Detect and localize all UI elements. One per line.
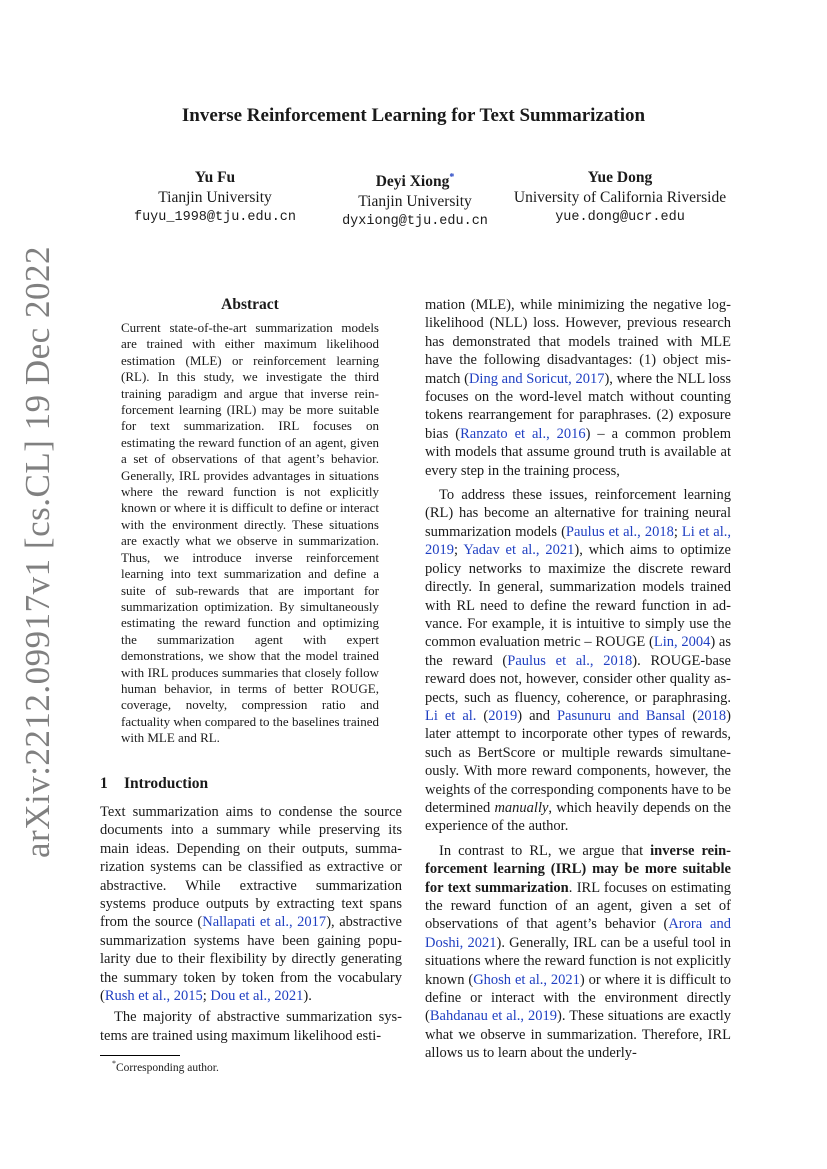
- paragraph: Text summarization aims to condense the source documents into a summary while preserving its main ideas. Depending on their outputs, summarization systems can be classified as extractive or abstractive. While extractive summarization systems produce outputs by extracting text spans from the source (Nallapati et al., 2017), abstractive summarization systems have been gaining popularity due to their flexibility by directly generating the summary token by token from the vocabulary (Rush et al., 2015; Dou et al., 2021).: [100, 804, 402, 1005]
- citation-link[interactable]: Rush et al., 2015: [104, 988, 203, 1005]
- citation-link[interactable]: Nallapati et al., 2017: [202, 914, 327, 931]
- footnote-rule: [100, 1055, 180, 1056]
- left-column-body: [100, 803, 402, 1045]
- citation-link[interactable]: 2019: [488, 707, 518, 724]
- abstract-heading: Abstract: [221, 296, 279, 313]
- section-title: Introduction: [124, 775, 209, 792]
- section-heading: [100, 775, 208, 793]
- author-email: fuyu_1998@tju.edu.cn: [133, 210, 297, 225]
- citation-link[interactable]: Bahdanau et al., 2019: [429, 1008, 558, 1025]
- author-name: Yue Dong: [587, 169, 653, 186]
- arxiv-identifier-stamp: arXiv:2212.09917v1 [cs.CL] 19 Dec 2022: [18, 246, 57, 858]
- citation-link[interactable]: Li et al., 2019: [425, 523, 731, 559]
- author-email: dyxiong@tju.edu.cn: [342, 214, 488, 230]
- paragraph: To address these issues, reinforcement learning (RL) has become an alternative for training neural summarization models (Paulus et al., 2018; Li et al., 2019; Yadav et al., 2021), which aims to optimize policy networks to maximize the discrete reward directly. In general, summarization models trained with RL need to define the reward function in advance. For example, it is intuitive to simply use the common evaluation metric – ROUGE (Lin, 2004) as the reward (Paulus et al., 2018). ROUGE-base reward does not, however, consider other quality aspects, such as fluency, coherence, or paraphrasing. Li et al. (2019) and Pasunuru and Bansal (2018) later attempt to incorporate other types of rewards, such as BertScore or multiple rewards simultaneously. With more reward components, however, the weights of the corresponding components have to be determined manually, which heavily depends on the experience of the author.: [425, 487, 731, 835]
- author-name: Deyi Xiong*: [375, 172, 455, 191]
- author-block: [110, 168, 320, 228]
- citation-link[interactable]: Yadav et al., 2021: [463, 542, 575, 559]
- footnote: [112, 1059, 219, 1074]
- citation-link[interactable]: Arora and Doshi, 2021: [425, 916, 731, 951]
- author-email: yue.dong@ucr.edu: [555, 210, 685, 225]
- footnote-mark: *: [112, 1059, 116, 1068]
- author-block: [310, 168, 520, 232]
- citation-link[interactable]: Paulus et al., 2018: [507, 652, 633, 669]
- footnote-marker[interactable]: *: [449, 172, 455, 183]
- citation-link[interactable]: Dou et al., 2021: [210, 988, 304, 1005]
- paragraph: In contrast to RL, we argue that inverse reinforcement learning (IRL) may be more suitable for text summarization. IRL focuses on estimating the reward function of an agent, given a set of observations of that agent’s behavior (Arora and Doshi, 2021). Generally, IRL can be a useful tool in situations where the reward function is not explicitly known (Ghosh et al., 2021) or where it is difficult to define or interact with the environment directly (Bahdanau et al., 2019). These situations are exactly what we observe in summarization. Therefore, IRL allows us to learn about the underly-: [425, 842, 732, 1062]
- abstract-text: Current state-of-the-art summarization models are trained with either maximum likelihood estimation (MLE) or reinforcement learning (RL). In this study, we investigate the third training paradigm and argue that inverse reinforcement learning (IRL) may be more suitable for text summarization. IRL focuses on estimating the reward function of an agent, given a set of observations of that agent’s behavior. Generally, IRL provides advantages in situations where the reward function is not explicitly known or where it is difficult to define or interact with the environment directly. These situations are exactly what we observe in summarization. Thus, we introduce inverse reinforcement learning into text summarization and define a suite of sub-rewards that are important for summarization optimization. By simultaneously estimating the reward function and optimizing the summarization agent with expert demonstrations, we show that the model trained with IRL produces summaries that closely follow human behavior, in terms of better ROUGE, coverage, novelty, compression ratio and factuality when compared to the baselines trained with MLE and RL.: [121, 320, 379, 746]
- citation-link[interactable]: Ghosh et al., 2021: [473, 971, 580, 988]
- bold-claim: inverse reinforcement learning (IRL) may be more suitable for text summarization: [425, 842, 731, 896]
- paragraph: mation (MLE), while minimizing the negative log-likelihood (NLL) loss. However, previous research has demonstrated that models trained with MLE have the following disadvantages: (1) object mismatch (Ding and Soricut, 2017), where the NLL loss focuses on the word-level match without counting tokens rearrangement for paraphrases. (2) exposure bias (Ranzato et al., 2016) – a common problem with models that assume ground truth is available at every step in the training process,: [425, 297, 732, 479]
- right-column-body: [425, 296, 731, 1063]
- citation-link[interactable]: 2018: [697, 707, 727, 724]
- author-affiliation: University of California Riverside: [513, 189, 727, 206]
- author-block: [500, 168, 740, 228]
- footnote-text: Corresponding author.: [116, 1061, 219, 1074]
- citation-link[interactable]: Pasunuru and Bansal: [556, 707, 686, 724]
- author-name: Yu Fu: [194, 169, 236, 186]
- author-affiliation: Tianjin University: [158, 189, 272, 206]
- paper-title: Inverse Reinforcement Learning for Text Summarization: [181, 105, 646, 126]
- citation-link[interactable]: Paulus et al., 2018: [565, 523, 674, 540]
- emphasis-text: manually: [494, 799, 549, 816]
- section-number: 1: [100, 775, 108, 792]
- citation-link[interactable]: Lin, 2004: [653, 634, 711, 651]
- citation-link[interactable]: Ding and Soricut, 2017: [468, 370, 605, 387]
- citation-link[interactable]: Li et al.: [425, 707, 477, 724]
- author-affiliation: Tianjin University: [358, 193, 472, 211]
- citation-link[interactable]: Ranzato et al., 2016: [460, 425, 586, 442]
- paragraph: The majority of abstractive summarization systems are trained using maximum likelihood esti-: [100, 1009, 402, 1044]
